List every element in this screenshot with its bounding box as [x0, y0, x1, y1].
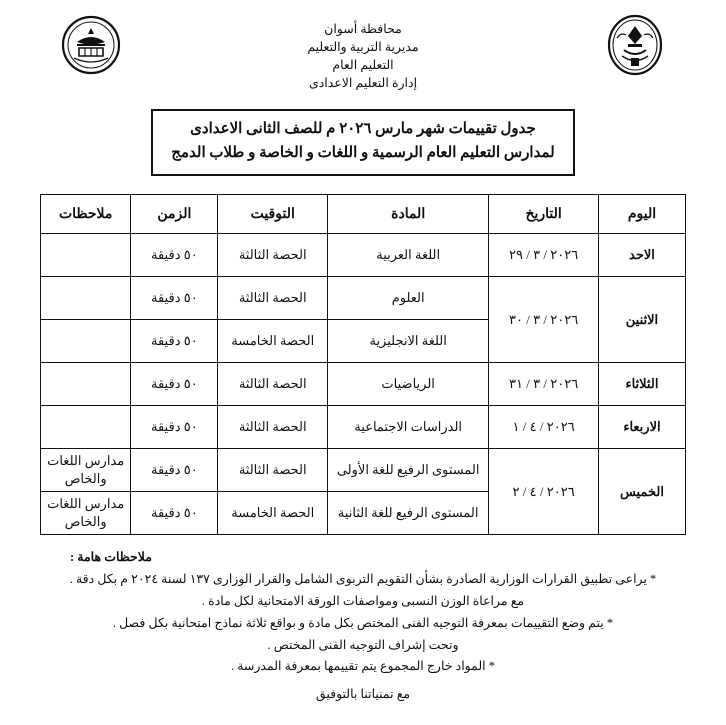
table-row	[41, 406, 686, 449]
cell-subject: العلوم	[328, 277, 489, 320]
header-line-2: مديرية التربية والتعليم	[307, 40, 419, 55]
header-authority-lines	[122, 14, 604, 93]
schedule-table	[40, 194, 686, 535]
document-header	[0, 0, 726, 93]
cell-time: الحصة الثالثة	[218, 363, 328, 406]
cell-time: الحصة الثالثة	[218, 449, 328, 492]
col-header-time: التوقيت	[218, 195, 328, 234]
cell-date: ٢٠٢٦ / ٣ / ٣١	[489, 363, 599, 406]
header-line-3: التعليم العام	[332, 58, 394, 73]
cell-day: الاحد	[598, 234, 685, 277]
cell-time: الحصة الثالثة	[218, 406, 328, 449]
cell-duration: ٥٠ دقيقة	[131, 406, 218, 449]
document-title	[151, 109, 574, 177]
governorate-emblem	[604, 14, 666, 76]
cell-notes	[41, 363, 131, 406]
footer-closing: مع تمنياتنا بالتوفيق	[315, 687, 411, 702]
cell-notes: مدارس اللغات والخاص	[41, 492, 131, 535]
title-line-1: جدول تقييمات شهر مارس ٢٠٢٦ م للصف الثانى الاعدادى	[190, 120, 536, 137]
cell-subject: المستوى الرفيع للغة الأولى	[328, 449, 489, 492]
footer-note-2-sub: وتحت إشراف التوجيه الفنى المختص .	[267, 637, 459, 652]
footer-note-2: * يتم وضع التقييمات بمعرفة التوجيه الفنى المختص بكل مادة و بواقع ثلاثة نماذج امتحانية بكل فصل .	[112, 615, 614, 630]
cell-subject: اللغة العربية	[328, 234, 489, 277]
cell-duration: ٥٠ دقيقة	[131, 363, 218, 406]
table-row	[41, 277, 686, 320]
cell-duration: ٥٠ دقيقة	[131, 234, 218, 277]
cell-subject: المستوى الرفيع للغة الثانية	[328, 492, 489, 535]
header-line-1: محافظة أسوان	[324, 22, 402, 36]
cell-notes	[41, 320, 131, 363]
cell-time: الحصة الثالثة	[218, 234, 328, 277]
cell-notes	[41, 277, 131, 320]
footer-note-1-sub: مع مراعاة الوزن النسبى ومواصفات الورقة الامتحانية لكل مادة .	[201, 593, 525, 608]
header-line-4: إدارة التعليم الاعدادى	[308, 76, 418, 91]
cell-date: ٢٠٢٦ / ٣ / ٢٩	[489, 234, 599, 277]
cell-time: الحصة الخامسة	[218, 320, 328, 363]
col-header-notes: ملاحظات	[41, 195, 131, 234]
cell-day: الثلاثاء	[598, 363, 685, 406]
cell-day: الاربعاء	[598, 406, 685, 449]
footer-notes	[36, 547, 690, 706]
cell-notes	[41, 234, 131, 277]
cell-subject: الرياضيات	[328, 363, 489, 406]
cell-duration: ٥٠ دقيقة	[131, 492, 218, 535]
cell-duration: ٥٠ دقيقة	[131, 277, 218, 320]
schedule-table-container	[40, 194, 686, 535]
title-line-2: لمدارس التعليم العام الرسمية و اللغات و الخاصة و طلاب الدمج	[171, 145, 555, 162]
footer-note-3: * المواد خارج المجموع يتم تقييمها بمعرفة المدرسة .	[230, 659, 496, 674]
cell-notes: مدارس اللغات والخاص	[41, 449, 131, 492]
col-header-date: التاريخ	[489, 195, 599, 234]
cell-duration: ٥٠ دقيقة	[131, 449, 218, 492]
cell-notes	[41, 406, 131, 449]
col-header-subject: المادة	[328, 195, 489, 234]
cell-time: الحصة الخامسة	[218, 492, 328, 535]
title-block	[0, 109, 726, 177]
table-row	[41, 234, 686, 277]
cell-day: الخميس	[598, 449, 685, 535]
table-header-row	[41, 195, 686, 234]
col-header-duration: الزمن	[131, 195, 218, 234]
cell-date: ٢٠٢٦ / ٤ / ١	[489, 406, 599, 449]
footer-note-1: * يراعى تطبيق القرارات الوزارية الصادرة بشأن التقويم التربوى الشامل والقرار الوزارى ١٣٧ لسنة ٢٠٢٤ م بكل دقة .	[69, 571, 657, 586]
cell-subject: اللغة الانجليزية	[328, 320, 489, 363]
cell-date: ٢٠٢٦ / ٣ / ٣٠	[489, 277, 599, 363]
cell-day: الاثنين	[598, 277, 685, 363]
cell-subject: الدراسات الاجتماعية	[328, 406, 489, 449]
cell-time: الحصة الثالثة	[218, 277, 328, 320]
col-header-day: اليوم	[598, 195, 685, 234]
table-row	[41, 449, 686, 492]
important-notes-label: ملاحظات هامة :	[70, 550, 152, 564]
cell-date: ٢٠٢٦ / ٤ / ٢	[489, 449, 599, 535]
table-row	[41, 363, 686, 406]
cell-duration: ٥٠ دقيقة	[131, 320, 218, 363]
ministry-emblem	[60, 14, 122, 76]
